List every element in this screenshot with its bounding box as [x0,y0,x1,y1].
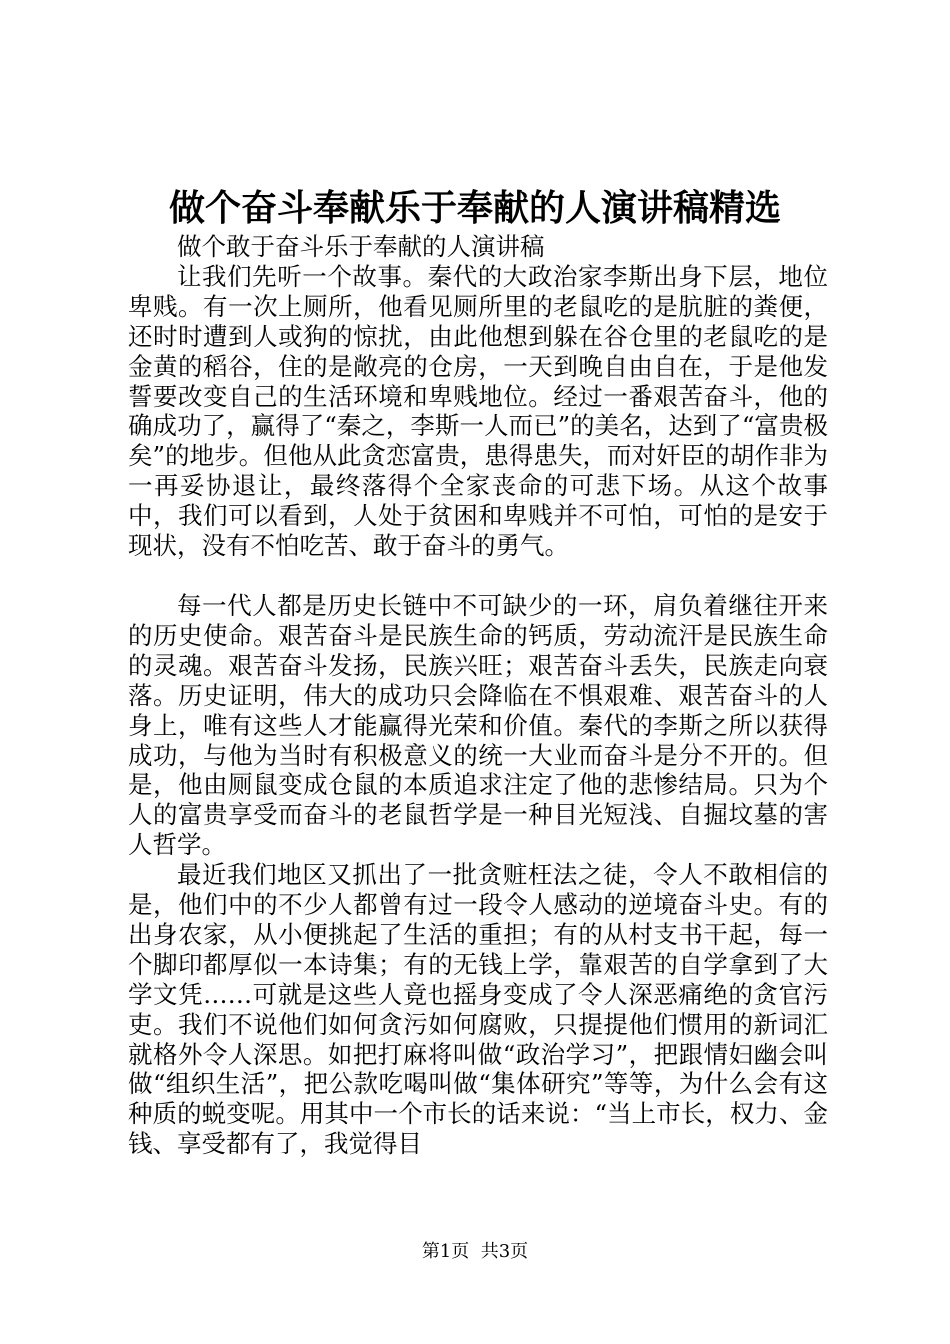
document-body [128,232,828,1159]
document-subtitle: 做个敢于奋斗乐于奉献的人演讲稿 [177,232,545,261]
paragraph-3: 最近我们地区又抓出了一批贪赃枉法之徒，令人不敢相信的是，他们中的不少人都曾有过一段令人感动的逆境奋斗史。有的出身农家，从小便挑起了生活的重担；有的从村支书干起，每一个脚印都厚似一本诗集；有的无钱上学，靠艰苦的自学拿到了大学文凭……可就是这些人竟也摇身变成了令人深恶痛绝的贪官污吏。我们不说他们如何贪污如何腐败，只提提他们惯用的新词汇就格外令人深思。如把打麻将叫做“政治学习”，把跟情妇幽会叫做“组织生活”，把公款吃喝叫做“集体研究”等等，为什么会有这种质的蜕变呢。用其中一个市长的话来说：“当上市长，权力、金钱、享受都有了，我觉得目 [128,860,828,1159]
document-title: 做个奋斗奉献乐于奉献的人演讲稿精选 [168,187,781,229]
page-footer [0,1240,950,1264]
paragraph-1: 让我们先听一个故事。秦代的大政治家李斯出身下层，地位卑贱。有一次上厕所，他看见厕所里的老鼠吃的是肮脏的粪便，还时时遭到人或狗的惊扰，由此他想到躲在谷仓里的老鼠吃的是金黄的稻谷，住的是敞亮的仓房，一天到晚自由自在，于是他发誓要改变自己的生活环境和卑贱地位。经过一番艰苦奋斗，他的确成功了，赢得了“秦之，李斯一人而已”的美名，达到了“富贵极矣”的地步。但他从此贪恋富贵，患得患失，而对奸臣的胡作非为一再妥协退让，最终落得个全家丧命的可悲下场。从这个故事中，我们可以看到，人处于贫困和卑贱并不可怕，可怕的是安于现状，没有不怕吃苦、敢于奋斗的勇气。 [128,261,828,561]
page-number-label: 第1页 共3页 [421,1241,529,1262]
paragraph-2: 每一代人都是历史长链中不可缺少的一环，肩负着继往开来的历史使命。艰苦奋斗是民族生命的钙质，劳动流汗是民族生命的灵魂。艰苦奋斗发扬，民族兴旺；艰苦奋斗丢失，民族走向衰落。历史证明，伟大的成功只会降临在不惧艰难、艰苦奋斗的人身上，唯有这些人才能赢得光荣和价值。秦代的李斯之所以获得成功，与他为当时有积极意义的统一大业而奋斗是分不开的。但是，他由厕鼠变成仓鼠的本质追求注定了他的悲惨结局。只为个人的富贵享受而奋斗的老鼠哲学是一种目光短浅、自掘坟墓的害人哲学。 [128,590,828,860]
